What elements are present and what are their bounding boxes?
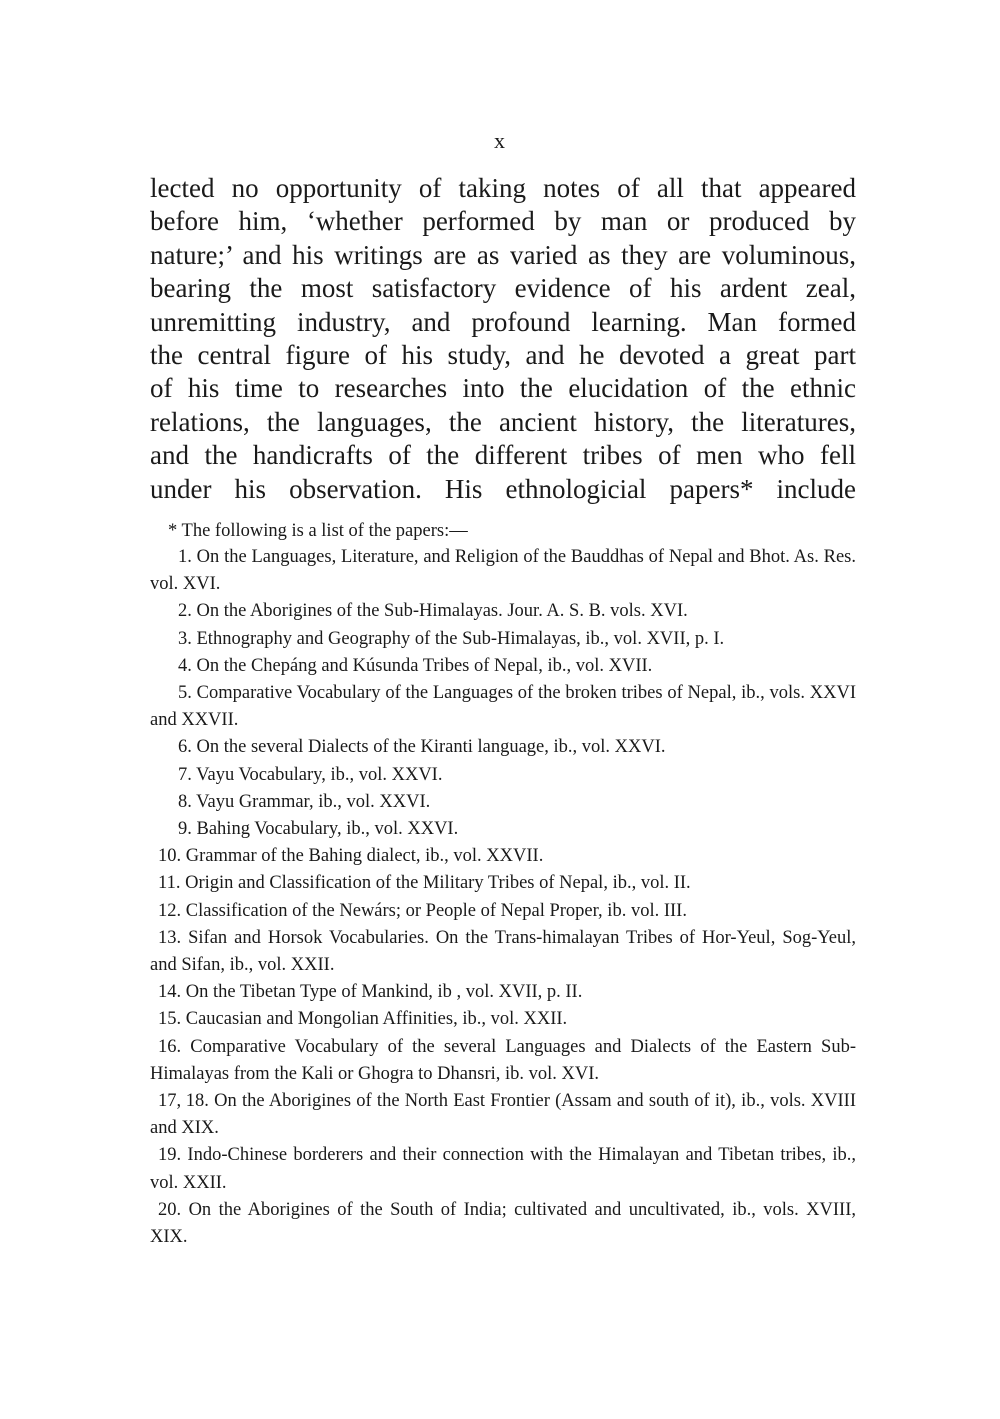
footnote-entry (150, 1006, 856, 1033)
footnote-entry (150, 762, 856, 789)
footnote-entry (150, 680, 856, 734)
footnote-text: Sifan and Horsok Vocabularies. On the Trans-himalayan Tribes of Hor-Yeul, Sog-Yeul, and Sifan, ib., vol. XXII. (150, 927, 857, 976)
footnote-entry (150, 789, 856, 816)
footnote-entry (150, 544, 856, 598)
footnote-number: 7. (178, 764, 192, 785)
footnote-text: Origin and Classification of the Military Tribes of Nepal, ib., vol. II. (185, 873, 691, 894)
footnote-entry (150, 870, 856, 897)
footnote-entry (150, 925, 856, 979)
footnote-text: Vayu Grammar, ib., vol. XXVI. (196, 791, 431, 812)
footnote-text: On the Chepáng and Kúsunda Tribes of Nepal, ib., vol. XVII. (196, 655, 653, 676)
footnote-text: Grammar of the Bahing dialect, ib., vol. XXVII. (185, 846, 544, 867)
main-text-line: of his time to researches into the elucidation of the ethnic (150, 373, 856, 404)
footnote-text: Comparative Vocabulary of the Languages of the broken tribes of Nepal, ib., vols. XXVI and XXVII. (150, 683, 857, 731)
footnotes (150, 518, 856, 1251)
footnote-number: 20. (158, 1199, 182, 1220)
main-text-line: and the handicrafts of the different tribes of men who fell (150, 440, 856, 471)
main-text (150, 172, 856, 506)
footnote-text: Bahing Vocabulary, ib., vol. XXVI. (196, 819, 459, 840)
footnote-entry (150, 1088, 856, 1142)
footnote-number: 12. (158, 900, 182, 921)
footnote-number: 10. (158, 846, 182, 867)
footnote-entry (150, 816, 856, 843)
footnote-number: 11. (158, 873, 181, 894)
footnote-number: 3. (178, 628, 192, 649)
footnote-text: On the several Dialects of the Kiranti language, ib., vol. XXVI. (196, 737, 666, 758)
footnote-number: 5. (178, 683, 192, 704)
footnote-number: 2. (178, 601, 192, 622)
footnote-entry (150, 898, 856, 925)
footnote-text: Caucasian and Mongolian Affinities, ib., vol. XXII. (185, 1009, 568, 1030)
main-text-line: before him, ‘whether performed by man or produced by (150, 206, 856, 237)
footnote-number: 4. (178, 655, 192, 676)
footnote-entry (150, 1197, 856, 1251)
main-text-line: under his observation. His ethnologicial papers* include (150, 473, 856, 504)
footnote-entry (150, 626, 856, 653)
footnote-text: Indo-Chinese borderers and their connection with the Himalayan and Tibetan tribes, ib., vol. XXII. (150, 1145, 856, 1193)
main-text-line: lected no opportunity of taking notes of all that appeared (150, 173, 856, 203)
footnote-text: Vayu Vocabulary, ib., vol. XXVI. (196, 764, 443, 785)
footnote-text: On the Tibetan Type of Mankind, ib , vol. XVII, p. II. (185, 982, 583, 1003)
footnote-text: On the Aborigines of the South of India; cultivated and uncultivated, ib., vols. XVIII, XIX. (150, 1199, 857, 1248)
footnote-number: 14. (158, 982, 182, 1003)
main-text-line: unremitting industry, and profound learning. Man formed (150, 306, 856, 337)
footnote-number: 8. (178, 791, 192, 812)
footnote-entry (150, 979, 856, 1006)
main-text-line: nature;’ and his writings are as varied as they are voluminous, (150, 239, 856, 270)
footnote-number: 19. (158, 1145, 182, 1166)
footnote-intro: * The following is a list of the papers:— (168, 521, 468, 541)
footnote-entry (150, 734, 856, 761)
footnote-number: 6. (178, 737, 192, 758)
footnote-text: On the Languages, Literature, and Religion of the Bauddhas of Nepal and Bhot. As. Res. vol. XVI. (150, 547, 856, 595)
footnote-entry (150, 843, 856, 870)
main-text-line: bearing the most satisfactory evidence of his ardent zeal, (150, 273, 856, 304)
footnote-entry (150, 598, 856, 625)
footnote-text: Comparative Vocabulary of the several Languages and Dialects of the Eastern Sub-Himalayas from the Kali or Ghogra to Dhansri, ib. vol. XVI. (150, 1036, 856, 1084)
footnote-entry (150, 1142, 856, 1196)
footnote-number: 16. (158, 1036, 182, 1057)
footnote-entry (150, 1034, 856, 1088)
page-number: x (494, 128, 506, 153)
footnote-text: On the Aborigines of the Sub-Himalayas. Jour. A. S. B. vols. XVI. (196, 601, 688, 622)
main-text-line: relations, the languages, the ancient history, the literatures, (150, 406, 856, 437)
footnote-number: 9. (178, 819, 192, 840)
footnote-text: Ethnography and Geography of the Sub-Himalayas, ib., vol. XVII, p. I. (196, 628, 725, 649)
footnote-text: On the Aborigines of the North East Frontier (Assam and south of it), ib., vols. XVIII and XIX. (150, 1091, 856, 1139)
footnote-number: 1. (178, 547, 192, 567)
footnote-text: Classification of the Newárs; or People of Nepal Proper, ib. vol. III. (185, 900, 687, 921)
main-text-line: the central figure of his study, and he devoted a great part (150, 339, 856, 370)
footnote-number: 17, 18. (158, 1091, 209, 1112)
footnote-number: 13. (158, 927, 182, 948)
footnote-entry (150, 653, 856, 680)
footnote-number: 15. (158, 1009, 182, 1030)
